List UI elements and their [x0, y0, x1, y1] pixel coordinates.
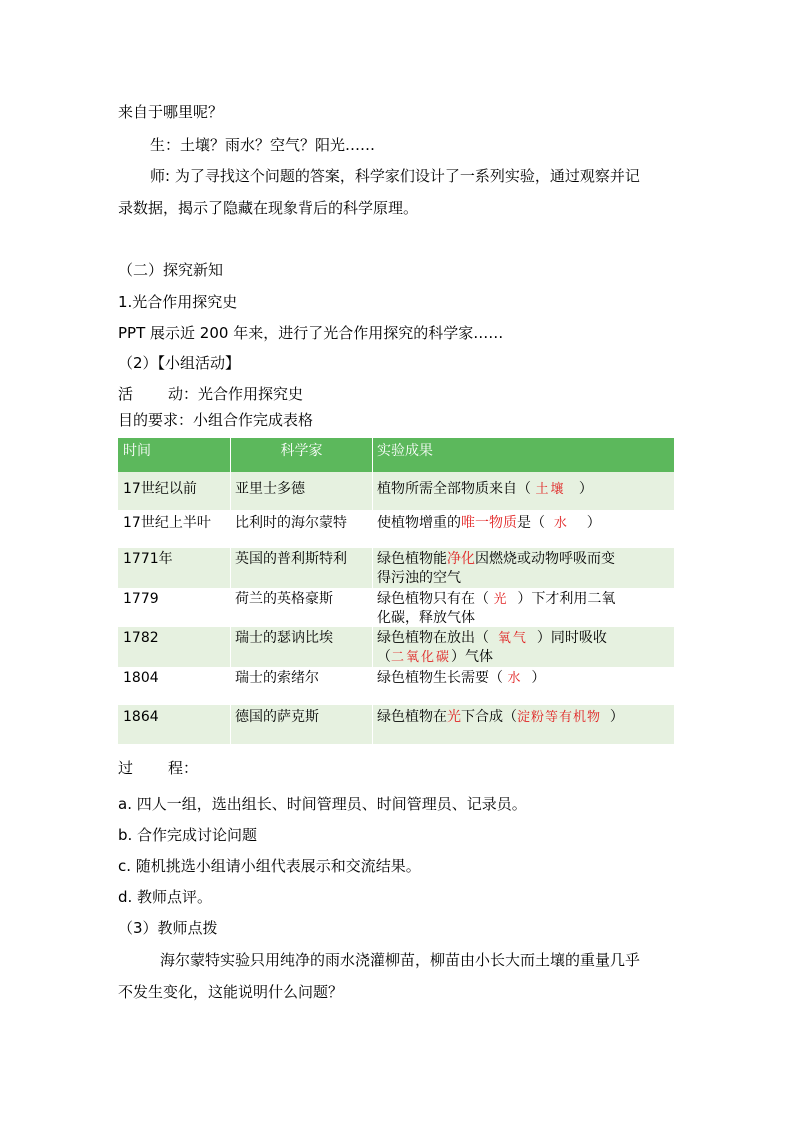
header-time: 时间 — [123, 443, 151, 459]
process-label: 程： — [168, 759, 199, 777]
cell-scientist: 英国的普利斯特利 — [235, 551, 347, 567]
table-row — [118, 472, 674, 510]
result-text: ）下才利用二氧 — [517, 591, 616, 607]
text-line: 海尔蒙特实验只用纯净的雨水浇灌柳苗，柳苗由小长大而土壤的重量几乎 — [160, 951, 641, 969]
list-item: c. 随机挑选小组请小组代表展示和交流结果。 — [118, 857, 421, 875]
cell-time: 1779 — [123, 591, 159, 607]
result-text: 因燃烧或动物呼吸而变 — [475, 551, 615, 567]
section-heading: （二）探究新知 — [118, 261, 224, 279]
answer-text: 水 — [507, 671, 523, 686]
cell-result — [372, 627, 674, 667]
table-row — [118, 588, 674, 627]
subsection-heading: 1.光合作用探究史 — [118, 293, 238, 311]
section-heading: （2）【小组活动】 — [118, 354, 241, 372]
cell-time: 1771年 — [123, 551, 173, 567]
cell-time: 17世纪上半叶 — [123, 515, 211, 531]
list-item: b. 合作完成讨论问题 — [118, 826, 258, 844]
process-label: 过 — [118, 759, 134, 777]
result-text: 绿色植物在 — [377, 709, 447, 725]
text-line: PPT 展示近 200 年来，进行了光合作用探究的科学家…… — [118, 324, 504, 342]
result-line: 得污浊的空气 — [377, 570, 461, 586]
header-result: 实验成果 — [377, 443, 433, 459]
result-text: 下合成（ — [461, 709, 517, 725]
answer-text: 土壤 — [535, 482, 566, 497]
highlight-text: 净化 — [447, 551, 475, 567]
table-row — [118, 548, 674, 588]
text-line: 录数据，揭示了隐藏在现象背后的科学原理。 — [118, 199, 419, 217]
answer-text: 水 — [553, 516, 569, 531]
table-row — [118, 510, 674, 548]
result-text: 绿色植物生长需要（ — [377, 670, 503, 686]
result-line — [377, 629, 670, 648]
cell-scientist: 瑞士的索绪尔 — [235, 670, 319, 686]
result-line — [377, 648, 670, 667]
cell-time: 1804 — [123, 670, 159, 686]
cell-scientist: 比利时的海尔蒙特 — [235, 515, 347, 531]
result-text: ） — [531, 670, 546, 686]
result-text: 使植物增重的 — [377, 515, 461, 531]
highlight-text: 唯一物质 — [461, 515, 517, 531]
list-item: a. 四人一组，选出组长、时间管理员、时间管理员、记录员。 — [118, 795, 527, 813]
text-line: 不发生变化，这能说明什么问题？ — [118, 983, 344, 1001]
cell-result — [372, 510, 674, 548]
text-line: 师: 为了寻找这个问题的答案，科学家们设计了一系列实验，通过观察并记 — [150, 167, 640, 185]
result-text: ） — [578, 481, 593, 497]
cell-result — [372, 548, 674, 588]
cell-scientist: 瑞士的瑟讷比埃 — [235, 630, 333, 646]
cell-result — [372, 667, 674, 705]
cell-time: 1864 — [123, 709, 159, 725]
text-line: 生：土壤？雨水？空气？阳光…… — [150, 136, 376, 154]
cell-result — [372, 472, 674, 510]
result-text: ）气体 — [451, 649, 494, 665]
text-line: 来自于哪里呢？ — [118, 103, 224, 121]
result-text: ） — [609, 709, 624, 725]
result-text: （ — [377, 649, 391, 665]
answer-text: 氧气 — [497, 631, 528, 646]
result-text: 绿色植物能 — [377, 551, 447, 567]
result-text: ）同时吸收 — [536, 630, 607, 646]
result-text: 绿色植物在放出（ — [377, 630, 489, 646]
activity-label: 活 — [118, 385, 134, 403]
cell-time: 17世纪以前 — [123, 481, 197, 497]
result-line: 化碳，释放气体 — [377, 610, 475, 626]
result-text: 是（ — [517, 515, 545, 531]
answer-text: 淀粉等有机物 — [517, 710, 602, 725]
result-text: 植物所需全部物质来自（ — [377, 481, 531, 497]
list-item: d. 教师点评。 — [118, 888, 213, 906]
header-scientist: 科学家 — [280, 443, 323, 459]
cell-scientist: 亚里士多德 — [235, 481, 305, 497]
table-row — [118, 667, 674, 705]
result-line — [377, 590, 670, 609]
column-divider — [230, 438, 231, 744]
highlight-text: 光 — [447, 709, 461, 725]
cell-result — [372, 705, 674, 744]
column-divider — [372, 438, 373, 744]
table-row — [118, 705, 674, 744]
cell-scientist: 德国的萨克斯 — [235, 709, 319, 725]
cell-scientist: 荷兰的英格豪斯 — [235, 591, 333, 607]
cell-result — [372, 588, 674, 627]
answer-text: 光 — [493, 592, 509, 607]
answer-text: 二氧化碳 — [391, 650, 452, 665]
result-line — [377, 550, 670, 569]
result-text: 绿色植物只有在（ — [377, 591, 489, 607]
goal-text: 目的要求：小组合作完成表格 — [118, 411, 314, 429]
table-row — [118, 627, 674, 667]
history-table — [118, 438, 674, 744]
table-header — [118, 438, 674, 472]
activity-text: 动：光合作用探究史 — [168, 385, 304, 403]
section-heading: （3）教师点拨 — [118, 919, 218, 937]
result-text: ） — [586, 515, 601, 531]
cell-time: 1782 — [123, 630, 159, 646]
